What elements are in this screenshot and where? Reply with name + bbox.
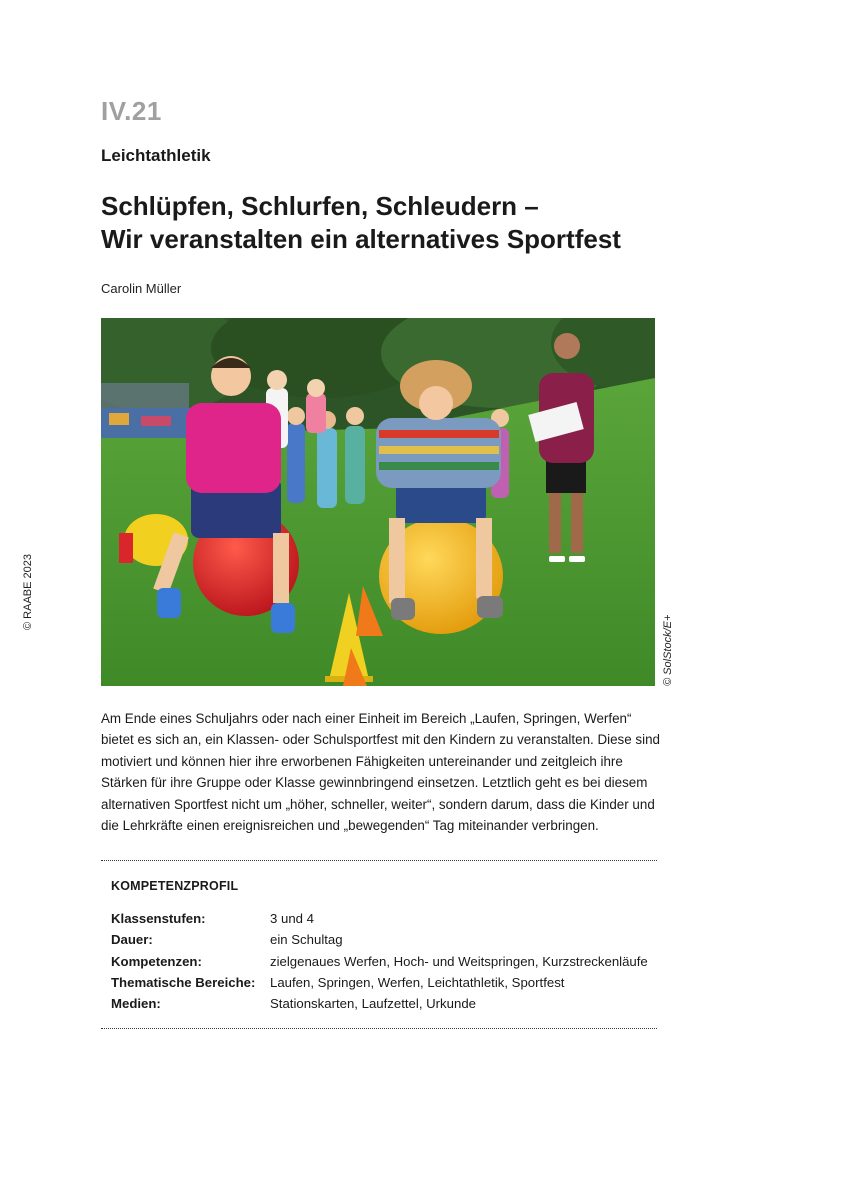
divider-bottom: [101, 1028, 657, 1029]
author: Carolin Müller: [101, 281, 182, 296]
profile-heading: KOMPETENZPROFIL: [111, 879, 239, 893]
profile-key: Dauer:: [111, 932, 153, 948]
profile-row-classes: [111, 908, 651, 929]
profile-value: ein Schultag: [270, 932, 343, 948]
photo-children-hopper-balls-icon: [101, 318, 655, 686]
unit-code: IV.21: [101, 96, 162, 126]
profile-row-media: [111, 993, 651, 1014]
profile-value: Laufen, Springen, Werfen, Leichtathletik, Sportfest: [270, 974, 565, 990]
copyright-notice: © RAABE 2023: [22, 554, 34, 630]
profile-row-duration: [111, 929, 651, 950]
competence-profile: [111, 908, 651, 1014]
title-line-2: Wir veranstalten ein alternatives Sportfest: [101, 224, 621, 254]
profile-key: Medien:: [111, 996, 161, 1012]
profile-key: Klassenstufen:: [111, 911, 206, 926]
divider-top: [101, 860, 657, 861]
profile-value: Stationskarten, Laufzettel, Urkunde: [270, 996, 476, 1012]
photo-credit: © SolStock/E+: [662, 614, 674, 686]
intro-paragraph: Am Ende eines Schuljahrs oder nach einer Einheit im Bereich „Laufen, Springen, Werfen“ bietet es sich an, ein Klassen- oder Schulsportfest mit den Kindern zu veranstalten. Diese sind motiviert und können hier ihre erworbenen Fähigkeiten untereinander und zeitgleich ihre Stärken für ihre Gruppe oder Klasse gewinnbringend einsetzen. Letztlich geht es bei diesem alternativen Sportfest nicht um „höher, schneller, weiter“, sondern darum, dass die Kinder und die Lehrkräfte einen ereignisreichen und „bewegenden“ Tag miteinander verbringen.: [101, 711, 660, 834]
profile-value: zielgenaues Werfen, Hoch- und Weitspringen, Kurzstreckenläufe: [270, 953, 648, 969]
profile-value: 3 und 4: [270, 911, 314, 926]
title-line-1: Schlüpfen, Schlurfen, Schleudern –: [101, 191, 539, 221]
profile-row-topics: [111, 972, 651, 993]
header-photo: [101, 318, 655, 686]
profile-row-competences: [111, 951, 651, 972]
page-title: [101, 190, 621, 256]
category-label: Leichtathletik: [101, 146, 211, 165]
profile-key: Thematische Bereiche:: [111, 974, 256, 990]
profile-key: Kompetenzen:: [111, 953, 202, 969]
